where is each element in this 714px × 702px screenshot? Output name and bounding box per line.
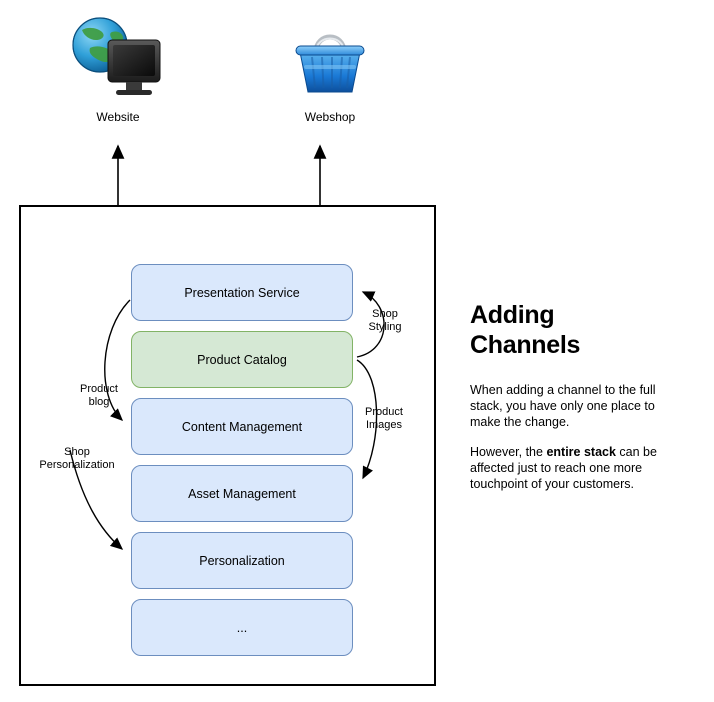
stack-item-label: Presentation Service: [184, 285, 300, 300]
stack-item-label: Personalization: [199, 553, 285, 568]
globe-monitor-icon: [58, 8, 178, 108]
channel-webshop-label: Webshop: [304, 110, 356, 124]
label-shop-styling: [358, 308, 412, 334]
stack-item-more[interactable]: [131, 599, 353, 656]
stack-item-label: Content Management: [181, 419, 303, 434]
panel-title-line1: Adding: [470, 301, 555, 329]
stack-item-label: Product Catalog: [197, 352, 287, 367]
label-product-images: [358, 406, 410, 432]
stack-item-label: Asset Management: [188, 486, 296, 501]
panel-title: [470, 300, 685, 360]
label-shop-styling-line1: Shop: [372, 308, 398, 320]
label-product-blog-line1: Product: [80, 383, 118, 395]
channel-website: [58, 8, 178, 124]
panel-paragraph-2-post: can be affected just to reach one more touchpoint of your customers.: [470, 445, 657, 491]
panel-paragraph-2-pre: However, the: [470, 445, 547, 459]
stack-item-personalization[interactable]: [131, 532, 353, 589]
stack-item-presentation-service[interactable]: [131, 264, 353, 321]
stack-item-asset-management[interactable]: [131, 465, 353, 522]
panel-paragraph-2-bold: entire stack: [546, 445, 616, 459]
label-shop-personalization-line1: Shop: [64, 446, 90, 458]
info-panel: [470, 300, 685, 506]
label-product-images-line1: Product: [365, 406, 403, 418]
channel-website-label: Website: [96, 110, 140, 124]
label-shop-personalization: [28, 446, 126, 472]
label-product-images-line2: Images: [365, 419, 403, 431]
panel-paragraph-2: [470, 444, 685, 492]
label-product-blog: [72, 383, 126, 409]
stack-item-content-management[interactable]: [131, 398, 353, 455]
shopping-basket-icon: [270, 8, 390, 108]
channel-webshop: [270, 8, 390, 124]
label-product-blog-line2: blog: [88, 396, 110, 408]
label-shop-personalization-line2: Personalization: [39, 459, 115, 471]
stack-item-label: ...: [236, 620, 248, 635]
panel-paragraph-1: When adding a channel to the full stack, you have only one place to make the change.: [470, 383, 656, 429]
stack-item-product-catalog[interactable]: [131, 331, 353, 388]
label-shop-styling-line2: Styling: [368, 321, 402, 333]
panel-title-line2: Channels: [470, 331, 581, 359]
